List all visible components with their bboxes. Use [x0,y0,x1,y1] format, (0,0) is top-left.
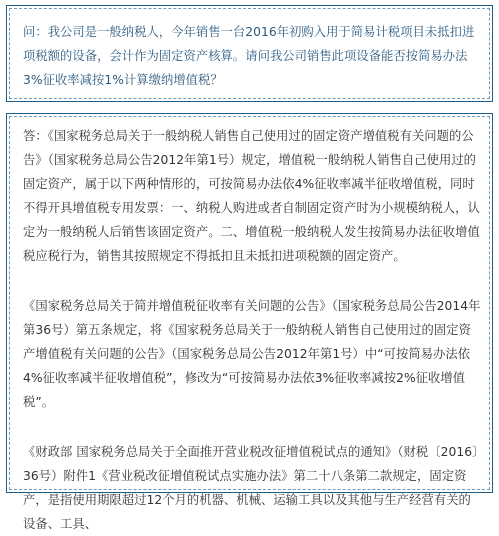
answer-content [9,116,490,531]
answer-paragraph: 答：《国家税务总局关于一般纳税人销售自己使用过的固定资产增值税有关问题的公告》（国家税务总局公告2012年第1号）规定，增值税一般纳税人销售自己使用过的固定资产，属于以下两种情形的，可按简易办法依4%征收率减半征收增值税，同时不得开具增值税专用发票：一、纳税人购进或者自制固定资产时为小规模纳税人，认定为一般纳税人后销售该固定资产。二、增值税一般纳税人发生按简易办法征收增值税应税行为，销售其按照规定不得抵扣且未抵扣进项税额的固定资产。 [23,129,480,263]
answer-paragraph: 《国家税务总局关于简并增值税征收率有关问题的公告》（国家税务总局公告2014年第36号）第五条规定，将《国家税务总局关于一般纳税人销售自己使用过的固定资产增值税有关问题的公告》（国家税务总局公告2012年第1号）中“可按简易办法依4%征收率减半征收增值税”，修改为“可按简易办法依3%征收率减按2%征收增值税”。 [23,299,481,409]
question-box [6,5,493,102]
answer-box [6,113,493,531]
answer-paragraph: 《财政部 国家税务总局关于全面推开营业税改征增值税试点的通知》（财税〔2016〕36号）附件1《营业税改征增值税试点实施办法》第二十八条第二款规定，固定资产，是指使用期限超过12个月的机器、机械、运输工具以及其他与生产经营有关的设备、工具、 [23,445,479,531]
question-text: 问：我公司是一般纳税人，今年销售一台2016年初购入用于简易计税项目未抵扣进项税额的设备，会计作为固定资产核算。请问我公司销售此项设备能否按简易办法3%征收率减按1%计算缴纳增值税？ [9,8,490,99]
